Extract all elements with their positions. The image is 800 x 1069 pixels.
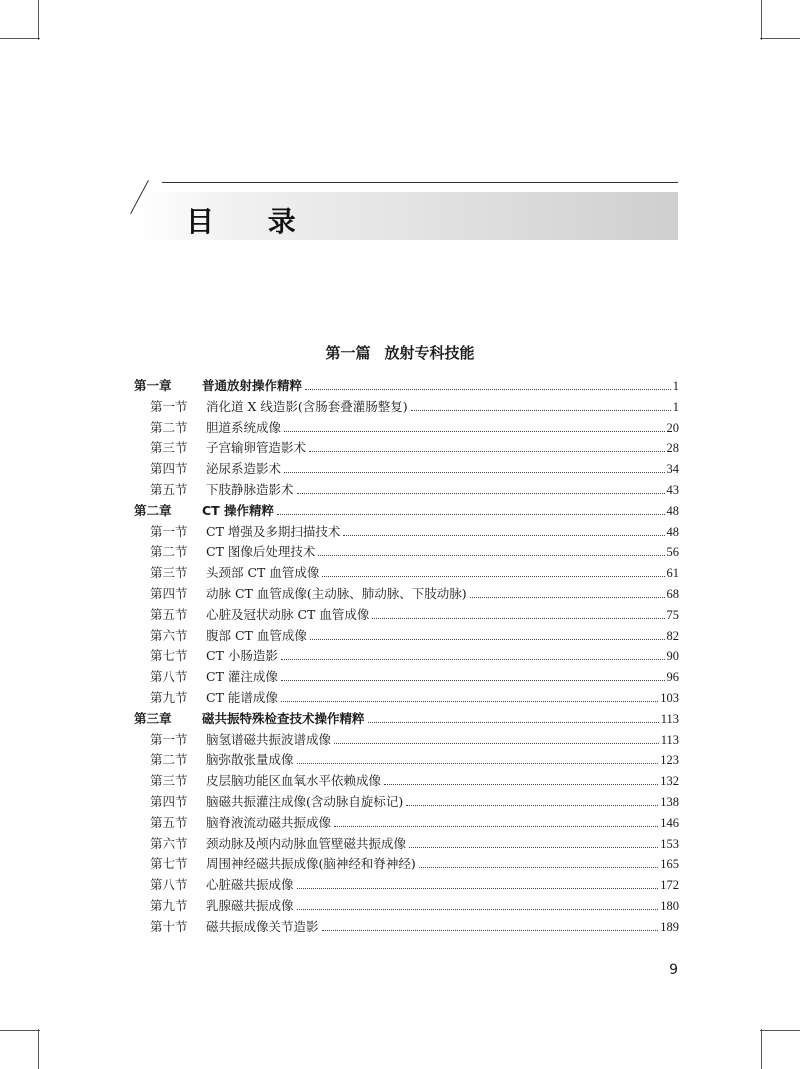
- toc-section-entry[interactable]: [134, 771, 679, 792]
- toc-entry-title: 腹部 CT 血管成像: [206, 627, 307, 643]
- toc-section-entry[interactable]: [134, 875, 679, 896]
- toc-heading-banner: [134, 182, 678, 242]
- toc-entry-page: 68: [666, 586, 679, 601]
- toc-entry-page: 103: [660, 690, 679, 705]
- toc-dot-leader: [334, 826, 658, 827]
- toc-section-entry[interactable]: [134, 667, 679, 688]
- toc-dot-leader: [277, 514, 664, 515]
- toc-section-entry[interactable]: [134, 688, 679, 709]
- toc-dot-leader: [318, 555, 664, 556]
- toc-entry-label: 第六节: [150, 835, 188, 851]
- toc-entry-title: 胆道系统成像: [206, 419, 282, 435]
- toc-entry-title: 脑弥散张量成像: [206, 752, 294, 768]
- toc-section-entry[interactable]: [134, 854, 679, 875]
- toc-entry-label: 第二节: [150, 752, 188, 768]
- toc-entry-label: 第四节: [150, 461, 188, 477]
- toc-entry-page: 123: [660, 753, 679, 768]
- toc-entry-title: 脑脊液流动磁共振成像: [206, 814, 332, 830]
- toc-entry-title: 头颈部 CT 血管成像: [206, 565, 320, 581]
- toc-entry-title: 周围神经磁共振成像(脑神经和脊神经): [206, 856, 416, 872]
- toc-section-entry[interactable]: [134, 626, 679, 647]
- toc-dot-leader: [322, 930, 659, 931]
- toc-entry-title: 脑氢谱磁共振波谱成像: [206, 731, 332, 747]
- toc-entry-label: 第九节: [150, 897, 188, 913]
- toc-entry-title: CT 增强及多期扫描技术: [206, 523, 341, 539]
- toc-entry-page: 56: [666, 545, 679, 560]
- toc-entry-title: CT 图像后处理技术: [206, 544, 316, 560]
- toc-entry-title: 下肢静脉造影术: [206, 481, 294, 497]
- toc-entry-title: 磁共振特殊检查技术操作精粹: [202, 710, 365, 726]
- table-of-contents: [134, 376, 679, 938]
- toc-entry-page: 1: [672, 399, 679, 414]
- toc-dot-leader: [297, 888, 659, 889]
- toc-section-entry[interactable]: [134, 459, 679, 480]
- page-title: 目 录: [186, 205, 318, 238]
- toc-dot-leader: [284, 472, 664, 473]
- toc-entry-title: CT 小肠造影: [206, 648, 278, 664]
- toc-dot-leader: [297, 763, 659, 764]
- toc-entry-title: 乳腺磁共振成像: [206, 897, 294, 913]
- toc-entry-label: 第七节: [150, 856, 188, 872]
- heading-rule: [162, 182, 678, 183]
- toc-entry-page: 113: [660, 732, 679, 747]
- toc-entry-page: 82: [666, 628, 679, 643]
- toc-dot-leader: [409, 847, 658, 848]
- toc-dot-leader: [411, 410, 671, 411]
- toc-entry-page: 146: [660, 815, 679, 830]
- toc-entry-label: 第五节: [150, 814, 188, 830]
- toc-section-entry[interactable]: [134, 542, 679, 563]
- toc-section-entry[interactable]: [134, 605, 679, 626]
- toc-entry-label: 第四节: [150, 585, 188, 601]
- crop-mark: [761, 1029, 762, 1069]
- toc-entry-title: CT 操作精粹: [202, 502, 275, 518]
- toc-entry-page: 43: [666, 482, 679, 497]
- toc-entry-label: 第八节: [150, 877, 188, 893]
- toc-dot-leader: [470, 597, 665, 598]
- toc-entry-label: 第四节: [150, 793, 188, 809]
- toc-entry-title: 子宫输卵管造影术: [206, 440, 307, 456]
- toc-entry-page: 48: [666, 524, 679, 539]
- toc-entry-page: 75: [666, 607, 679, 622]
- toc-entry-page: 28: [666, 441, 679, 456]
- toc-entry-title: 脑磁共振灌注成像(含动脉自旋标记): [206, 793, 404, 809]
- toc-section-entry[interactable]: [134, 896, 679, 917]
- toc-entry-title: CT 能谱成像: [206, 689, 278, 705]
- toc-entry-page: 61: [666, 566, 679, 581]
- toc-entry-page: 153: [660, 836, 679, 851]
- toc-section-entry[interactable]: [134, 584, 679, 605]
- toc-entry-label: 第七节: [150, 648, 188, 664]
- toc-entry-label: 第三节: [150, 440, 188, 456]
- toc-entry-page: 138: [660, 794, 679, 809]
- toc-entry-label: 第三章: [134, 710, 172, 726]
- toc-entry-label: 第二节: [150, 544, 188, 560]
- toc-entry-label: 第三节: [150, 565, 188, 581]
- toc-section-entry[interactable]: [134, 480, 679, 501]
- crop-mark: [761, 0, 762, 40]
- toc-entry-page: 165: [660, 857, 679, 872]
- toc-entry-title: 消化道 X 线造影(含肠套叠灌肠整复): [206, 398, 408, 414]
- toc-entry-page: 113: [660, 711, 679, 726]
- toc-section-entry[interactable]: [134, 438, 679, 459]
- toc-entry-label: 第十节: [150, 918, 188, 934]
- toc-entry-label: 第五节: [150, 606, 188, 622]
- toc-section-entry[interactable]: [134, 792, 679, 813]
- toc-dot-leader: [406, 805, 658, 806]
- toc-section-entry[interactable]: [134, 418, 679, 439]
- toc-entry-page: 172: [660, 878, 679, 893]
- toc-entry-label: 第六节: [150, 627, 188, 643]
- toc-dot-leader: [309, 451, 664, 452]
- toc-dot-leader: [305, 389, 671, 390]
- crop-mark: [0, 38, 40, 39]
- toc-chapter-entry[interactable]: [134, 501, 679, 522]
- toc-dot-leader: [384, 784, 658, 785]
- toc-entry-page: 189: [660, 919, 679, 934]
- toc-dot-leader: [419, 867, 658, 868]
- toc-section-entry[interactable]: [134, 397, 679, 418]
- toc-dot-leader: [334, 743, 659, 744]
- toc-entry-label: 第九节: [150, 689, 188, 705]
- toc-section-entry[interactable]: [134, 730, 679, 751]
- toc-section-entry[interactable]: [134, 563, 679, 584]
- toc-entry-page: 48: [666, 503, 679, 518]
- toc-dot-leader: [368, 722, 659, 723]
- toc-entry-page: 34: [666, 462, 679, 477]
- toc-entry-label: 第五节: [150, 481, 188, 497]
- toc-entry-label: 第二节: [150, 419, 188, 435]
- toc-entry-title: 心脏及冠状动脉 CT 血管成像: [206, 606, 370, 622]
- crop-mark: [38, 1029, 39, 1069]
- toc-entry-label: 第二章: [134, 502, 172, 518]
- toc-chapter-entry[interactable]: [134, 376, 679, 397]
- toc-entry-page: 90: [666, 649, 679, 664]
- crop-mark: [760, 38, 800, 39]
- toc-section-entry[interactable]: [134, 750, 679, 771]
- crop-mark: [760, 1030, 800, 1031]
- toc-chapter-entry[interactable]: [134, 709, 679, 730]
- toc-entry-label: 第三节: [150, 773, 188, 789]
- toc-dot-leader: [281, 701, 658, 702]
- toc-entry-label: 第一节: [150, 398, 188, 414]
- toc-entry-title: 心脏磁共振成像: [206, 877, 294, 893]
- toc-entry-title: 动脉 CT 血管成像(主动脉、肺动脉、下肢动脉): [206, 585, 467, 601]
- crop-mark: [0, 1030, 40, 1031]
- toc-entry-page: 180: [660, 898, 679, 913]
- toc-dot-leader: [284, 431, 664, 432]
- toc-entry-page: 20: [666, 420, 679, 435]
- toc-entry-page: 1: [672, 379, 679, 393]
- toc-dot-leader: [372, 618, 664, 619]
- toc-entry-label: 第一节: [150, 523, 188, 539]
- toc-entry-page: 132: [660, 774, 679, 789]
- toc-section-entry[interactable]: [134, 813, 679, 834]
- toc-entry-title: 磁共振成像关节造影: [206, 918, 319, 934]
- toc-dot-leader: [297, 909, 659, 910]
- toc-dot-leader: [297, 493, 665, 494]
- toc-entry-label: 第一章: [134, 378, 172, 393]
- toc-entry-label: 第八节: [150, 669, 188, 685]
- toc-dot-leader: [343, 535, 664, 536]
- toc-dot-leader: [310, 639, 665, 640]
- toc-entry-title: 颈动脉及颅内动脉血管壁磁共振成像: [206, 835, 407, 851]
- part-title: 放射专科技能: [384, 344, 475, 362]
- toc-section-entry[interactable]: [134, 522, 679, 543]
- toc-entry-label: 第一节: [150, 731, 188, 747]
- toc-entry-page: 96: [666, 670, 679, 685]
- toc-dot-leader: [281, 659, 665, 660]
- page-number: 9: [669, 962, 678, 978]
- toc-dot-leader: [281, 680, 665, 681]
- toc-section-entry[interactable]: [134, 917, 679, 938]
- toc-entry-title: 皮层脑功能区血氧水平依赖成像: [206, 773, 382, 789]
- toc-entry-title: 泌尿系造影术: [206, 461, 282, 477]
- toc-entry-title: CT 灌注成像: [206, 669, 278, 685]
- toc-section-entry[interactable]: [134, 646, 679, 667]
- part-heading: [0, 342, 800, 363]
- toc-section-entry[interactable]: [134, 834, 679, 855]
- toc-entry-title: 普通放射操作精粹: [202, 378, 303, 393]
- toc-dot-leader: [322, 576, 664, 577]
- part-label: 第一篇: [325, 344, 371, 362]
- crop-mark: [38, 0, 39, 40]
